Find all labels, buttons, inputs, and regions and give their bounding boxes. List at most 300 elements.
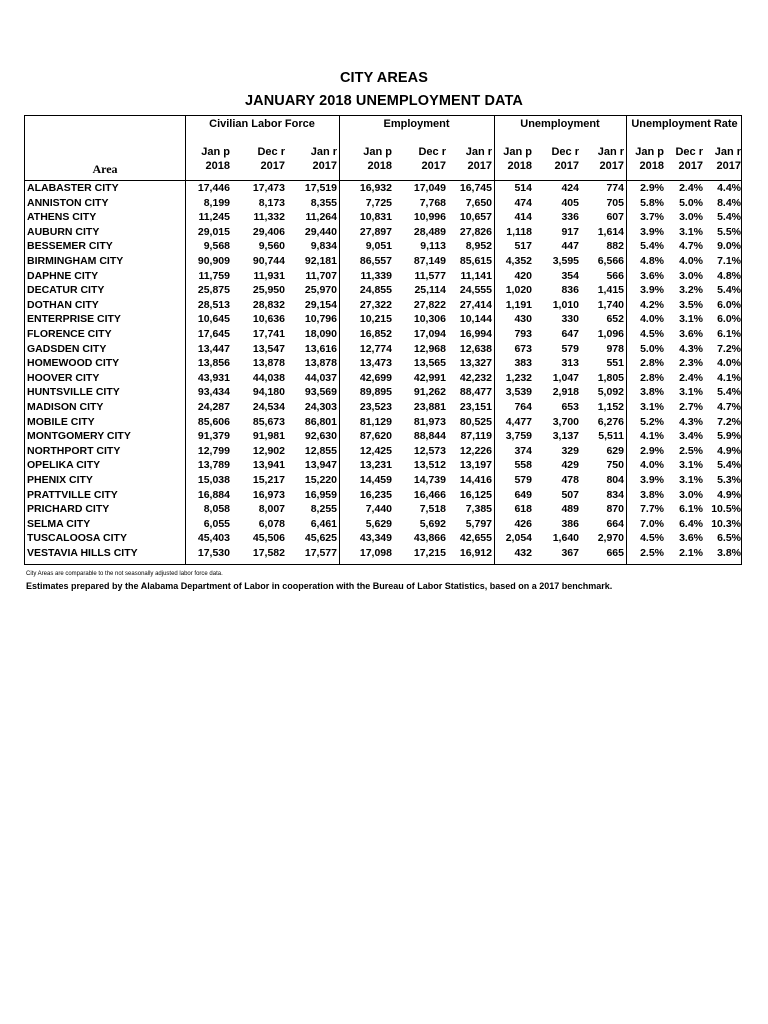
table-row — [25, 182, 741, 197]
table-cell: 16,959 — [304, 488, 337, 501]
area-column-header: Area — [92, 162, 118, 176]
table-cell: 5.4% — [717, 211, 741, 224]
table-cell: 7,650 — [465, 196, 492, 209]
table-cell: 4.8% — [640, 255, 664, 267]
column-header-period: Dec r — [257, 146, 285, 158]
table-cell: 664 — [606, 517, 624, 530]
table-cell: 25,950 — [252, 284, 285, 297]
table-cell: 24,287 — [197, 401, 230, 413]
table-cell: 3.0% — [679, 211, 703, 224]
table-cell: 10,796 — [304, 313, 337, 326]
table-cell: 17,577 — [304, 547, 337, 559]
area-name: VESTAVIA HILLS CITY — [27, 547, 138, 559]
table-cell: 16,745 — [459, 182, 492, 194]
table-cell: 3.6% — [640, 269, 664, 282]
table-cell: 28,513 — [197, 298, 230, 311]
table-cell: 3,700 — [552, 415, 579, 428]
table-cell: 15,217 — [252, 474, 285, 486]
table-cell: 91,379 — [197, 430, 230, 443]
column-header-year: 2017 — [554, 160, 579, 172]
table-cell: 6.1% — [717, 328, 741, 340]
table-cell: 3.1% — [679, 225, 703, 238]
column-header — [626, 145, 664, 173]
area-name: PRATTVILLE CITY — [27, 488, 118, 501]
table-cell: 10,645 — [197, 313, 230, 326]
area-name: ALABASTER CITY — [27, 182, 119, 194]
table-cell: 8.4% — [717, 196, 741, 209]
column-header — [667, 145, 703, 173]
table-cell: 85,615 — [459, 255, 492, 267]
table-cell: 4.5% — [640, 328, 664, 340]
table-cell: 42,991 — [413, 371, 446, 384]
table-cell: 27,322 — [359, 298, 392, 311]
table-cell: 5.9% — [717, 430, 741, 443]
table-cell: 1,020 — [505, 284, 532, 297]
table-cell: 489 — [561, 503, 579, 516]
table-row — [25, 328, 741, 343]
table-row — [25, 284, 741, 299]
table-cell: 13,197 — [459, 459, 492, 472]
table-cell: 5,692 — [419, 517, 446, 530]
column-header-period: Jan p — [503, 146, 532, 158]
table-cell: 11,332 — [253, 211, 285, 224]
table-cell: 3.9% — [640, 225, 664, 238]
table-row — [25, 518, 741, 533]
table-cell: 420 — [514, 269, 532, 282]
table-cell: 978 — [606, 342, 624, 355]
table-cell: 3.6% — [679, 532, 703, 545]
table-cell: 10.5% — [711, 503, 741, 516]
table-cell: 8,255 — [310, 503, 337, 516]
table-cell: 354 — [561, 269, 579, 282]
table-cell: 2.4% — [679, 182, 703, 194]
table-cell: 5.8% — [640, 196, 664, 209]
table-cell: 13,231 — [359, 459, 392, 472]
table-cell: 2.8% — [640, 371, 664, 384]
table-cell: 17,215 — [413, 547, 446, 559]
table-cell: 23,151 — [459, 401, 492, 413]
table-cell: 3.8% — [640, 488, 664, 501]
table-cell: 2.1% — [679, 547, 703, 559]
table-cell: 3.1% — [679, 313, 703, 326]
table-row — [25, 459, 741, 474]
area-name: ATHENS CITY — [27, 211, 97, 224]
table-cell: 13,856 — [197, 357, 230, 370]
footnote-main: Estimates prepared by the Alabama Department of Labor in cooperation with the Bureau of Labor Statistics, based on a 2017 benchmark. — [26, 581, 613, 591]
table-cell: 649 — [514, 488, 532, 501]
table-cell: 8,355 — [310, 196, 337, 209]
area-name: PRICHARD CITY — [27, 503, 110, 516]
table-cell: 93,434 — [197, 386, 230, 399]
table-cell: 4.8% — [717, 269, 741, 282]
table-cell: 43,931 — [197, 371, 230, 384]
document-title: CITY AREAS — [339, 70, 428, 86]
table-cell: 14,416 — [459, 474, 492, 486]
area-name: ANNISTON CITY — [27, 196, 109, 209]
table-cell: 12,774 — [359, 342, 392, 355]
table-cell: 13,447 — [197, 342, 230, 355]
document-subtitle: JANUARY 2018 UNEMPLOYMENT DATA — [244, 93, 523, 109]
table-cell: 8,952 — [465, 240, 492, 253]
area-name: GADSDEN CITY — [27, 342, 107, 355]
table-cell: 81,129 — [359, 415, 392, 428]
column-header-period: Dec r — [418, 146, 446, 158]
table-cell: 16,466 — [413, 488, 446, 501]
table-cell: 8,007 — [258, 503, 285, 516]
table-cell: 7,725 — [365, 196, 392, 209]
table-cell: 5,511 — [598, 430, 624, 443]
group-header-employment: Employment — [383, 118, 450, 130]
table-cell: 15,038 — [197, 474, 230, 486]
table-row — [25, 240, 741, 255]
table-cell: 5.0% — [640, 342, 664, 355]
table-cell: 4.0% — [717, 357, 741, 370]
table-cell: 17,473 — [252, 182, 285, 194]
table-cell: 429 — [561, 459, 579, 472]
table-cell: 1,232 — [505, 371, 532, 384]
table-cell: 4.2% — [640, 298, 664, 311]
column-header — [586, 145, 624, 173]
table-cell: 13,512 — [413, 459, 446, 472]
column-header-period: Jan p — [363, 146, 392, 158]
table-cell: 3.1% — [640, 401, 664, 413]
area-name: OPELIKA CITY — [27, 459, 101, 472]
table-cell: 882 — [606, 240, 624, 253]
table-cell: 90,744 — [252, 255, 285, 267]
table-cell: 3.7% — [640, 211, 664, 224]
table-cell: 2,054 — [505, 532, 532, 545]
table-cell: 1,152 — [597, 401, 624, 413]
table-cell: 6,566 — [597, 255, 624, 267]
table-cell: 16,994 — [459, 328, 492, 340]
table-cell: 92,630 — [304, 430, 337, 443]
table-cell: 29,440 — [304, 225, 337, 238]
table-row — [25, 372, 741, 387]
table-cell: 91,981 — [252, 430, 285, 443]
table-cell: 673 — [514, 342, 532, 355]
table-cell: 24,855 — [359, 284, 392, 297]
table-cell: 2.9% — [640, 444, 664, 457]
table-cell: 4.1% — [640, 430, 664, 443]
table-cell: 80,525 — [459, 415, 492, 428]
table-cell: 10,215 — [359, 313, 392, 326]
table-cell: 16,125 — [459, 488, 492, 501]
area-name: MADISON CITY — [27, 401, 104, 413]
column-header — [347, 145, 392, 173]
table-cell: 6.4% — [679, 517, 703, 530]
table-row — [25, 547, 741, 562]
table-cell: 4,352 — [505, 255, 532, 267]
table-cell: 23,881 — [413, 401, 446, 413]
table-row — [25, 445, 741, 460]
area-name: MOBILE CITY — [27, 415, 95, 428]
table-row — [25, 401, 741, 416]
table-row — [25, 386, 741, 401]
table-cell: 4.7% — [717, 401, 741, 413]
table-cell: 7,768 — [419, 196, 446, 209]
table-cell: 11,141 — [460, 269, 492, 282]
table-cell: 474 — [514, 196, 532, 209]
table-cell: 12,226 — [459, 444, 492, 457]
table-cell: 13,327 — [459, 357, 492, 370]
table-cell: 15,220 — [304, 474, 337, 486]
table-cell: 2.3% — [679, 357, 703, 370]
table-cell: 447 — [561, 240, 579, 253]
column-header-year: 2017 — [467, 160, 492, 172]
table-cell: 7,385 — [465, 503, 492, 516]
table-row — [25, 474, 741, 489]
table-cell: 4.4% — [717, 182, 741, 194]
table-cell: 5,092 — [597, 386, 624, 399]
table-cell: 5.4% — [717, 386, 741, 399]
table-cell: 7,518 — [419, 503, 446, 516]
table-cell: 24,555 — [459, 284, 492, 297]
table-cell: 774 — [606, 182, 624, 194]
table-cell: 16,235 — [359, 488, 392, 501]
table-cell: 1,415 — [597, 284, 624, 297]
table-cell: 27,826 — [459, 225, 492, 238]
table-cell: 42,655 — [459, 532, 492, 545]
table-cell: 7.1% — [717, 255, 741, 267]
column-header-period: Jan p — [201, 146, 230, 158]
table-cell: 10,306 — [413, 313, 446, 326]
table-cell: 43,349 — [359, 532, 392, 545]
column-header-year: 2017 — [312, 160, 337, 172]
table-cell: 16,884 — [197, 488, 230, 501]
area-name: MONTGOMERY CITY — [27, 430, 131, 443]
table-row — [25, 430, 741, 445]
group-header-labor-force: Civilian Labor Force — [209, 118, 315, 130]
table-cell: 90,909 — [197, 255, 230, 267]
table-cell: 25,970 — [304, 284, 337, 297]
table-cell: 514 — [514, 182, 532, 194]
table-cell: 44,038 — [252, 371, 285, 384]
table-cell: 2.7% — [679, 401, 703, 413]
table-cell: 336 — [561, 211, 579, 224]
table-cell: 10.3% — [711, 517, 741, 530]
column-header-period: Jan p — [635, 146, 664, 158]
table-cell: 2,918 — [552, 386, 579, 399]
table-cell: 24,303 — [304, 401, 337, 413]
table-cell: 12,638 — [459, 342, 492, 355]
table-cell: 44,037 — [304, 371, 337, 384]
table-cell: 13,547 — [252, 342, 285, 355]
table-cell: 430 — [514, 313, 532, 326]
table-cell: 647 — [561, 328, 579, 340]
table-cell: 6,078 — [258, 517, 285, 530]
table-cell: 17,049 — [413, 182, 446, 194]
table-cell: 3.9% — [640, 474, 664, 486]
table-row — [25, 532, 741, 547]
area-name: BESSEMER CITY — [27, 240, 113, 253]
column-header — [292, 145, 337, 173]
table-cell: 17,098 — [359, 547, 392, 559]
area-name: AUBURN CITY — [27, 225, 100, 238]
table-row — [25, 503, 741, 518]
table-cell: 4.0% — [640, 313, 664, 326]
table-cell: 2.4% — [679, 371, 703, 384]
footnote-small: City Areas are comparable to the not seasonally adjusted labor force data. — [26, 571, 223, 577]
table-cell: 367 — [561, 547, 579, 559]
table-cell: 7.2% — [717, 342, 741, 355]
table-cell: 81,973 — [413, 415, 446, 428]
column-header-year: 2017 — [716, 160, 741, 172]
table-cell: 3.1% — [679, 386, 703, 399]
table-row — [25, 270, 741, 285]
table-cell: 28,832 — [252, 298, 285, 311]
table-row — [25, 416, 741, 431]
table-cell: 13,565 — [413, 357, 446, 370]
table-cell: 9,834 — [310, 240, 337, 253]
table-cell: 705 — [606, 196, 624, 209]
table-cell: 374 — [514, 444, 532, 457]
table-cell: 16,912 — [459, 547, 492, 559]
table-cell: 85,606 — [197, 415, 230, 428]
table-cell: 12,855 — [304, 444, 337, 457]
table-cell: 16,932 — [359, 182, 392, 194]
table-cell: 4.9% — [717, 444, 741, 457]
table-cell: 14,459 — [359, 474, 392, 486]
table-cell: 42,699 — [359, 371, 392, 384]
table-cell: 27,822 — [413, 298, 446, 311]
table-cell: 10,636 — [252, 313, 285, 326]
table-cell: 17,645 — [197, 328, 230, 340]
column-header-year: 2018 — [639, 160, 664, 172]
table-cell: 6,276 — [597, 415, 624, 428]
table-cell: 507 — [561, 488, 579, 501]
table-cell: 25,114 — [414, 284, 446, 297]
table-cell: 6.1% — [679, 503, 703, 516]
table-cell: 5.2% — [640, 415, 664, 428]
table-cell: 12,425 — [359, 444, 392, 457]
column-header — [494, 145, 532, 173]
table-cell: 11,264 — [305, 211, 337, 224]
table-cell: 517 — [514, 240, 532, 253]
table-cell: 383 — [514, 357, 532, 370]
table-cell: 5.4% — [640, 240, 664, 253]
column-header-year: 2018 — [507, 160, 532, 172]
table-cell: 6.0% — [717, 298, 741, 311]
table-cell: 5.3% — [717, 474, 741, 486]
area-name: BIRMINGHAM CITY — [27, 255, 124, 267]
table-cell: 3,595 — [552, 255, 579, 267]
table-cell: 42,232 — [459, 371, 492, 384]
column-header-period: Dec r — [675, 146, 703, 158]
group-header-unemployment: Unemployment — [520, 118, 600, 130]
table-cell: 16,852 — [359, 328, 392, 340]
table-cell: 29,015 — [197, 225, 230, 238]
table-cell: 93,569 — [304, 386, 337, 399]
table-row — [25, 343, 741, 358]
table-cell: 1,096 — [597, 328, 624, 340]
table-cell: 7.2% — [717, 415, 741, 428]
table-cell: 4.0% — [679, 255, 703, 267]
table-cell: 17,582 — [252, 547, 285, 559]
area-name: NORTHPORT CITY — [27, 444, 121, 457]
table-cell: 5,629 — [365, 517, 392, 530]
table-cell: 3,137 — [552, 430, 579, 443]
table-cell: 405 — [561, 196, 579, 209]
table-cell: 11,707 — [305, 269, 337, 282]
table-cell: 94,180 — [252, 386, 285, 399]
table-cell: 3,759 — [505, 430, 532, 443]
table-cell: 92,181 — [304, 255, 337, 267]
table-cell: 4,477 — [505, 415, 532, 428]
column-header-year: 2018 — [205, 160, 230, 172]
column-header-year: 2017 — [260, 160, 285, 172]
table-cell: 607 — [606, 211, 624, 224]
table-cell: 653 — [561, 401, 579, 413]
area-name: ENTERPRISE CITY — [27, 313, 121, 326]
table-cell: 6,461 — [310, 517, 337, 530]
table-cell: 16,973 — [252, 488, 285, 501]
column-header-year: 2017 — [599, 160, 624, 172]
table-cell: 9,568 — [203, 240, 230, 253]
table-cell: 551 — [606, 357, 624, 370]
table-row — [25, 489, 741, 504]
table-row — [25, 357, 741, 372]
table-cell: 8,173 — [258, 196, 285, 209]
table-cell: 45,506 — [252, 532, 285, 545]
table-row — [25, 313, 741, 328]
table-cell: 2.8% — [640, 357, 664, 370]
table-cell: 18,090 — [304, 328, 337, 340]
table-cell: 12,968 — [413, 342, 446, 355]
table-cell: 17,446 — [197, 182, 230, 194]
table-cell: 17,094 — [413, 328, 446, 340]
table-cell: 17,741 — [252, 328, 285, 340]
table-cell: 426 — [514, 517, 532, 530]
table-cell: 13,789 — [197, 459, 230, 472]
column-header-period: Dec r — [551, 146, 579, 158]
table-cell: 11,339 — [360, 269, 392, 282]
table-cell: 329 — [561, 444, 579, 457]
table-cell: 13,941 — [252, 459, 285, 472]
table-cell: 1,010 — [552, 298, 579, 311]
table-row — [25, 211, 741, 226]
table-cell: 2,970 — [597, 532, 624, 545]
table-cell: 45,625 — [304, 532, 337, 545]
column-header — [240, 145, 285, 173]
table-cell: 3.9% — [640, 284, 664, 297]
table-cell: 13,616 — [304, 342, 337, 355]
table-cell: 3.6% — [679, 328, 703, 340]
table-cell: 29,154 — [304, 298, 337, 311]
area-name: FLORENCE CITY — [27, 328, 112, 340]
table-cell: 11,245 — [198, 211, 230, 224]
column-header — [447, 145, 492, 173]
table-cell: 750 — [606, 459, 624, 472]
table-cell: 87,119 — [460, 430, 492, 443]
table-cell: 1,191 — [505, 298, 532, 311]
table-cell: 3.1% — [679, 474, 703, 486]
table-cell: 764 — [514, 401, 532, 413]
table-cell: 12,902 — [252, 444, 285, 457]
table-cell: 91,262 — [413, 386, 446, 399]
table-cell: 88,844 — [413, 430, 446, 443]
table-cell: 10,144 — [459, 313, 492, 326]
table-cell: 629 — [606, 444, 624, 457]
table-cell: 7.7% — [640, 503, 664, 516]
area-name: DECATUR CITY — [27, 284, 105, 297]
table-cell: 13,878 — [304, 357, 337, 370]
area-name: DOTHAN CITY — [27, 298, 99, 311]
table-cell: 29,406 — [252, 225, 285, 238]
table-cell: 424 — [561, 182, 579, 194]
table-cell: 11,759 — [198, 269, 230, 282]
table-cell: 1,118 — [506, 225, 532, 238]
table-cell: 17,519 — [304, 182, 337, 194]
